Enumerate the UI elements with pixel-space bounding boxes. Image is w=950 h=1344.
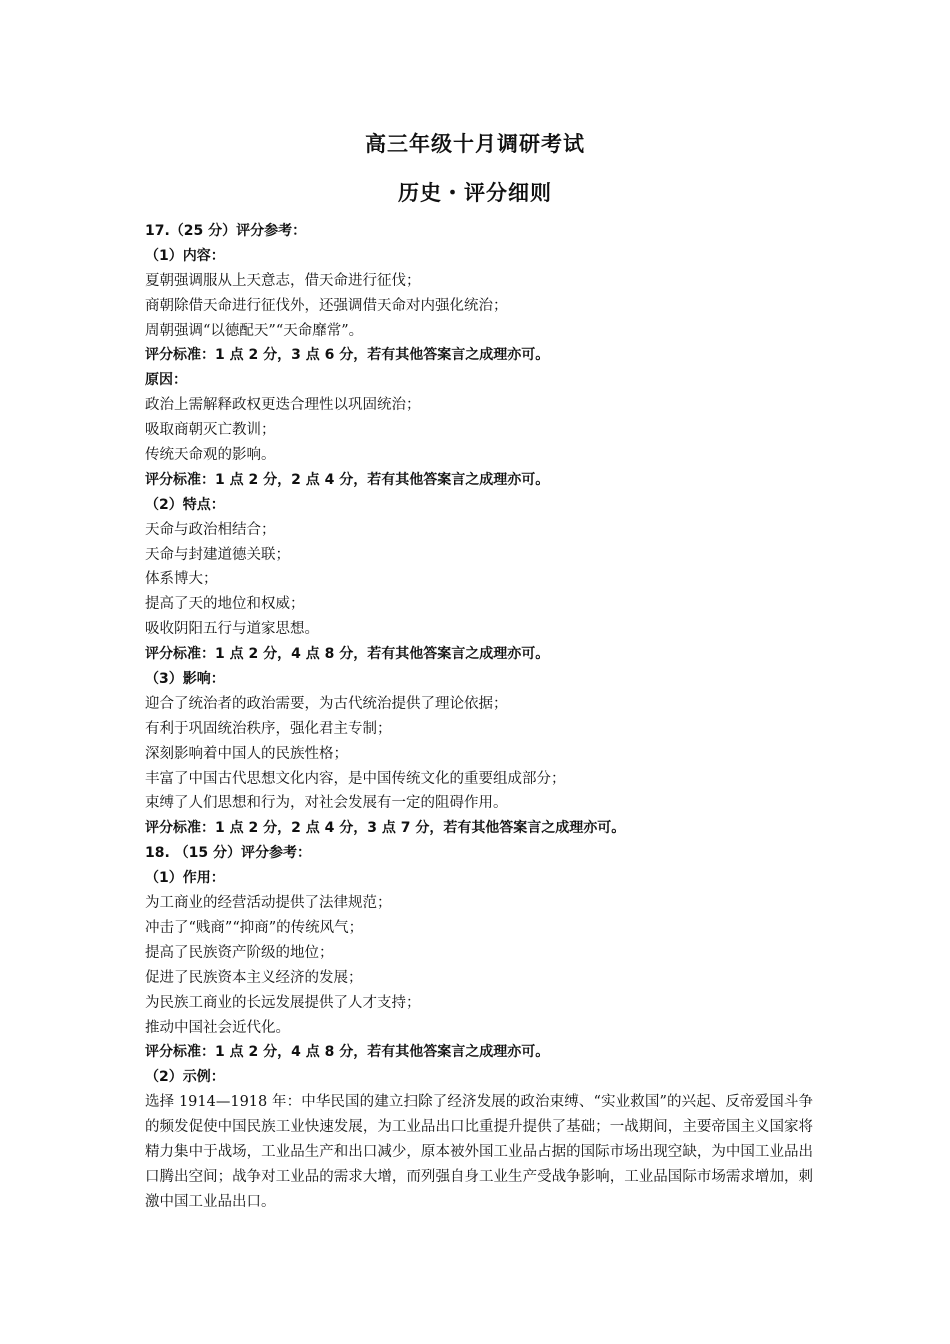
list-item: 提高了天的地位和权威； [145,596,305,613]
list-item: 为民族工商业的长远发展提供了人才支持； [145,994,421,1011]
q18-heading: 18. （15 分）评分参考： [145,845,312,862]
list-item: 冲击了“贱商”“抑商”的传统风气； [145,919,364,936]
list-item: 束缚了人们思想和行为，对社会发展有一定的阻碍作用。 [145,795,508,812]
scoring-standard: 评分标准：1 点 2 分，4 点 8 分，若有其他答案言之成理亦可。 [145,646,550,663]
q17-part1-label: （1）内容： [145,247,225,264]
list-item: 深刻影响着中国人的民族性格； [145,745,348,762]
example-paragraph: 选择 1914—1918 年：中华民国的建立扫除了经济发展的政治束缚、“实业救国”的兴起、反帝爱国斗争的频发促使中国民族工业快速发展，为工业品出口比重提升提供了基础；一战期间，主要帝国主义国家将精力集中于战场，工业品生产和出口减少，原本被外国工业品占据的国际市场出现空缺，为中国工业品出口腾出空间；战争对工业品的需求大增，而列强自身工业生产受战争影响，工业品国际市场需求增加，刺激中国工业品出口。 [145,1094,813,1210]
list-item: 有利于巩固统治秩序，强化君主专制； [145,720,392,737]
scoring-standard: 评分标准：1 点 2 分，2 点 4 分，若有其他答案言之成理亦可。 [145,471,550,488]
q17-part2-label: （2）特点： [145,496,225,513]
list-item: 传统天命观的影响。 [145,447,276,464]
list-item: 促进了民族资本主义经济的发展； [145,969,363,986]
list-item: 迎合了统治者的政治需要，为古代统治提供了理论依据； [145,695,508,712]
list-item: 夏朝强调服从上天意志，借天命进行征伐； [145,272,421,289]
scoring-standard: 评分标准：1 点 2 分，4 点 8 分，若有其他答案言之成理亦可。 [145,1044,550,1061]
q18-part1-label: （1）作用： [145,870,225,887]
page-subtitle: 历史・评分细则 [398,181,552,205]
q17-reason-label: 原因： [145,372,187,389]
scoring-standard: 评分标准：1 点 2 分，3 点 6 分，若有其他答案言之成理亦可。 [145,347,550,364]
list-item: 周朝强调“以德配天”“天命靡常”。 [145,322,364,339]
list-item: 丰富了中国古代思想文化内容，是中国传统文化的重要组成部分； [145,770,566,787]
page-title: 高三年级十月调研考试 [365,132,585,156]
q17-part3-label: （3）影响： [145,671,225,688]
list-item: 为工商业的经营活动提供了法律规范； [145,895,392,912]
list-item: 吸取商朝灭亡教训； [145,422,276,439]
scoring-standard: 评分标准：1 点 2 分，2 点 4 分，3 点 7 分，若有其他答案言之成理亦可。 [145,820,626,837]
list-item: 推动中国社会近代化。 [145,1019,290,1036]
list-item: 天命与封建道德关联； [145,546,290,563]
list-item: 商朝除借天命进行征伐外，还强调借天命对内强化统治； [145,297,508,314]
list-item: 天命与政治相结合； [145,521,276,538]
list-item: 体系博大； [145,571,218,588]
list-item: 政治上需解释政权更迭合理性以巩固统治； [145,397,421,414]
list-item: 提高了民族资产阶级的地位； [145,944,334,961]
document-body [145,219,813,1215]
q18-part2-label: （2）示例： [145,1069,225,1086]
q17-heading: 17.（25 分）评分参考： [145,223,307,239]
list-item: 吸收阴阳五行与道家思想。 [145,621,319,638]
